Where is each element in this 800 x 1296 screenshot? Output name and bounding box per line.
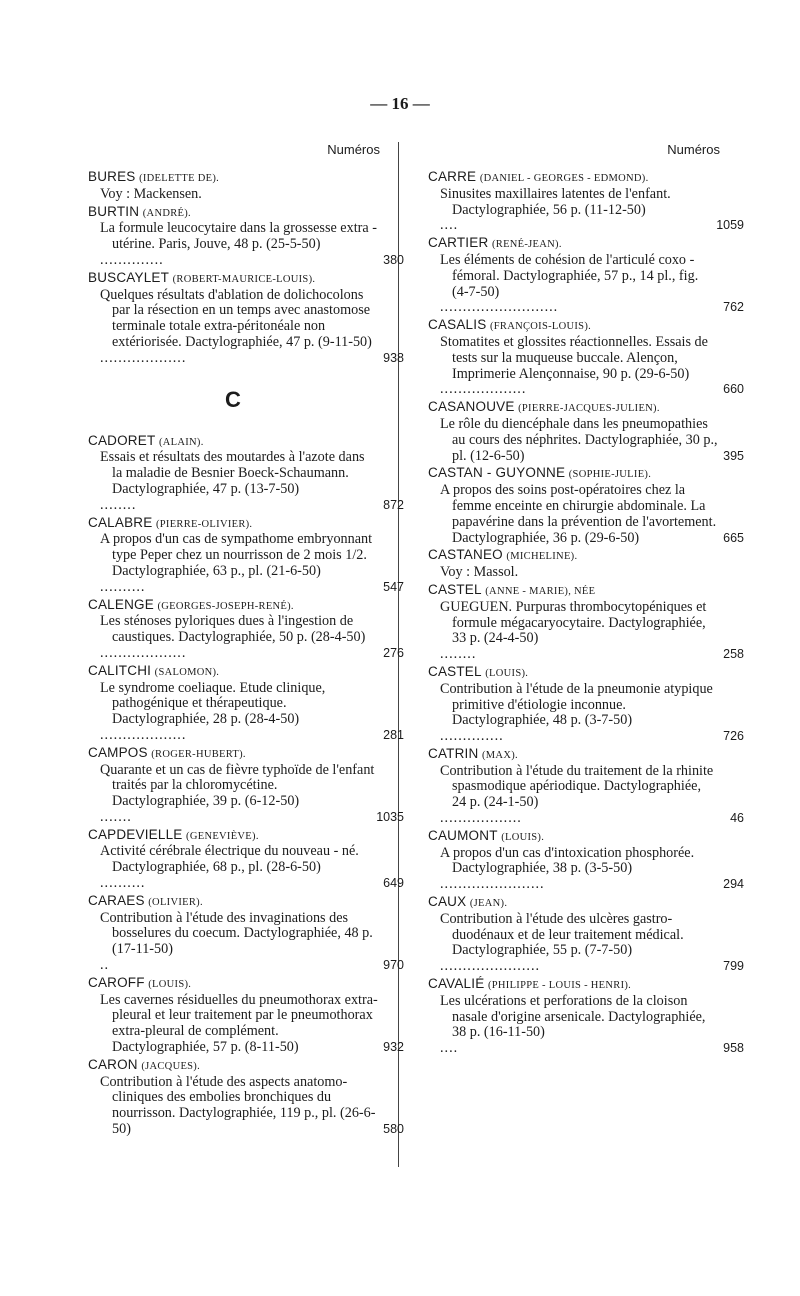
right-column [428,142,744,1058]
entry-author-name: BURTIN [88,203,140,219]
bibliography-entry [428,169,744,234]
entry-given-names: (DANIEL - GEORGES - EDMOND). [479,173,649,184]
entry-text [428,976,718,1057]
entry-author-name: CALABRE [88,514,153,530]
bibliography-entry [88,169,378,203]
entry-given-names: (LOUIS). [501,831,545,843]
entry-description: Voy : Massol. [440,564,519,581]
entry-leader-dots: .......................... [440,299,559,316]
entry-author-name: CASTANEO [428,547,503,563]
entry-author-name: CARTIER [428,235,489,251]
entry-text [428,664,718,745]
entry-text [88,893,378,974]
entry-author-name: CAMPOS [88,744,148,760]
entry-number: 294 [723,877,744,892]
bibliography-entry [88,269,404,367]
entry-given-names: (LOUIS). [148,978,192,990]
entry-leader-dots: .... [440,1040,459,1057]
entry-description: Contribution à l'étude des ulcères gastro-duodénaux et de leur traitement médical. Dactylographiée, 55 p. (7-7-50) [440,910,684,959]
bibliography-entry [88,744,404,826]
entry-leader-dots: ........ [440,646,477,663]
entry-given-names: (SOPHIE-JULIE). [568,469,652,481]
entry-description: Sinusites maxillaires latentes de l'enfant. Dactylographiée, 56 p. (11-12-50) [440,185,671,218]
entry-description: Activité cérébrale électrique du nouveau - né. Dactylographiée, 68 p., pl. (28-6-50) [100,843,359,876]
entry-description: Les sténoses pyloriques dues à l'ingestion de caustiques. Dactylographiée, 50 p. (28-4-50) [100,613,366,646]
entry-text [88,745,378,826]
entry-description: Contribution à l'étude du traitement de la rhinite spasmodique apériodique. Dactylographiée, 24 p. (24-1-50) [440,762,714,811]
entry-number: 258 [723,647,744,662]
entry-text [88,597,378,662]
entry-description: Stomatites et glossites réactionnelles. Essais de tests sur la muqueuse buccale. Alençon, Imprimerie Alençonnaise, 90 p. (29-6-50) [440,333,708,382]
entry-number: 276 [383,645,404,660]
entry-given-names: (JACQUES). [141,1060,201,1072]
entry-given-names: (OLIVIER). [148,896,203,908]
entry-given-names: (GENEVIÈVE). [186,830,259,842]
entry-author-name: CAROFF [88,974,145,990]
entry-text [88,975,378,1056]
entry-number: 932 [383,1040,404,1055]
entry-text [88,204,378,269]
entry-given-names: (PHILIPPE - LOUIS - HENRI). [487,980,632,992]
bibliography-entry [428,465,744,546]
bibliography-entry [88,596,404,662]
entry-leader-dots: ........ [100,496,137,513]
entry-text [88,270,378,367]
bibliography-entry [88,662,404,744]
bibliography-entry [428,976,744,1057]
entry-given-names: (MICHELINE). [506,551,578,563]
bibliography-entry [88,514,404,596]
entry-author-name: CASALIS [428,317,487,333]
entry-number: 726 [723,729,744,744]
entry-text [428,399,718,464]
entry-leader-dots: .................. [440,810,522,827]
entry-number: 958 [723,1041,744,1056]
entry-description: Essais et résultats des moutardes à l'azote dans la maladie de Besnier Boeck-Schaumann. Dactylographiée, 47 p. (13-7-50) [100,449,365,497]
entry-number: 380 [383,252,404,267]
bibliography-entry [428,547,718,581]
entry-author-name: CAUMONT [428,827,498,843]
entry-text [88,515,378,596]
entry-number: 1059 [716,218,744,233]
entry-leader-dots: ................... [100,349,187,366]
entry-description: A propos d'un cas d'intoxication phosphorée. Dactylographiée, 38 p. (3-5-50) [440,844,695,877]
entry-description: Voy : Mackensen. [100,185,202,202]
entry-description: A propos des soins post-opératoires chez la femme enceinte en chirurgie abdominale. La papavérine dans la prévention de l'avortement. Dactylographiée, 36 p. (29-6-50) [440,482,717,546]
entry-description: Les cavernes résiduelles du pneumothorax extra-pleural et leur traitement par le pneumothorax extra-pleural de complément. Dactylographiée, 57 p. (8-11-50) [100,991,378,1056]
entry-author-name: CARON [88,1056,138,1072]
entry-leader-dots: ................... [100,644,187,661]
entry-description: Les ulcérations et perforations de la cloison nasale d'origine arsenicale. Dactylographiée, 38 p. (16-11-50) [440,992,706,1041]
entry-given-names: (JEAN). [469,898,508,910]
entry-leader-dots: .......... [100,578,146,595]
entry-description: Les éléments de cohésion de l'articulé coxo - fémoral. Dactylographiée, 57 p., 14 pl., fig. (4-7-50) [440,251,699,300]
bibliography-entry [428,663,744,745]
entry-text [428,746,718,827]
entry-given-names: (RENÉ-JEAN). [491,239,562,251]
entry-description: Quelques résultats d'ablation de dolichocolons par la résection en un temps avec anastomose terminale totale extra-péritonéale non extériorisée. Dactylographiée, 47 p. (9-11-50) [100,286,372,350]
bibliography-entry [88,826,404,892]
bibliography-entry [428,581,744,663]
entry-text [428,169,718,234]
entry-description: Contribution à l'étude de la pneumonie atypique primitive d'étiologie inconnue. Dactylographiée, 48 p. (3-7-50) [440,680,713,729]
entry-number: 395 [723,448,744,463]
entry-author-name: CASTAN - GUYONNE [428,465,566,481]
section-letter: C [225,386,241,412]
entry-given-names: (FRANÇOIS-LOUIS). [489,321,592,333]
entry-number: 970 [383,958,404,973]
right-column-header: Numéros [667,142,720,157]
bibliography-entry [88,1056,404,1138]
entry-text [88,663,378,744]
entry-author-name: CADORET [88,432,156,448]
bibliography-entry [428,399,744,464]
bibliography-entry [428,235,744,316]
entry-description: A propos d'un cas de sympathome embryonnant type Peper chez un nourrisson de 2 mois 1/2. Dactylographiée, 63 p., pl. (21-6-50) [100,531,373,579]
entry-author-name: CASTEL [428,581,482,597]
entry-author-name: CAPDEVIELLE [88,826,183,842]
entry-leader-dots: ................... [440,381,527,398]
entry-text [88,433,378,514]
entry-leader-dots: ...................... [440,958,541,975]
entry-text [428,317,718,398]
entry-leader-dots: .... [440,217,459,234]
entry-text [88,169,378,203]
entry-given-names: (SALOMON). [154,666,220,678]
entry-description: Contribution à l'étude des aspects anatomo-cliniques des embolies bronchiques du nourrisson. Dactylographiée, 119 p., pl. (26-6-50) [100,1073,376,1138]
entry-given-names: (LOUIS). [485,667,529,679]
entry-author-name: BURES [88,169,136,184]
entry-author-name: BUSCAYLET [88,269,170,285]
entry-author-name: CARRE [428,169,477,184]
right-entries [428,169,744,1057]
entry-number: 660 [723,382,744,397]
entry-leader-dots: ....... [100,808,132,825]
entry-text [428,828,718,893]
entry-author-name: CASANOUVE [428,399,515,415]
entry-author-name: CASTEL [428,663,482,679]
bibliography-entry [88,432,404,514]
bibliography-entry [428,827,744,893]
entry-given-names: (ANNE - MARIE), NÉE [485,585,596,597]
entry-leader-dots: .............. [440,728,504,745]
entry-number: 580 [383,1122,404,1137]
entry-text [88,827,378,892]
entry-description: GUEGUEN. Purpuras thrombocytopéniques et formule mégacaryocytaire. Dactylographiée, 33 p. (24-4-50) [440,598,707,647]
bibliography-entry [428,894,744,975]
entry-leader-dots: .............. [100,251,164,268]
entry-author-name: CALENGE [88,596,154,612]
entry-description: Contribution à l'étude des invaginations des bosselures du coecum. Dactylographiée, 48 p. (17-11-50) [100,909,373,958]
entry-number: 938 [383,350,404,365]
entry-number: 46 [730,811,744,826]
entry-given-names: (IDELETTE DE). [139,173,220,184]
entry-given-names: (ROGER-HUBERT). [151,748,246,760]
entry-author-name: CARAES [88,892,145,908]
left-entries-after [88,432,404,1138]
entry-number: 872 [383,497,404,512]
entry-leader-dots: .. [100,957,110,974]
entry-number: 799 [723,959,744,974]
entry-description: Le rôle du diencéphale dans les pneumopathies au cours des néphrites. Dactylographiée, 30 p., pl. (12-6-50) [440,415,718,464]
bibliography-entry [88,892,404,974]
entry-given-names: (ROBERT-MAURICE-LOUIS). [172,273,316,285]
entry-number: 649 [383,876,404,891]
entry-author-name: CALITCHI [88,662,152,678]
left-entries-before [88,169,404,367]
entry-given-names: (PIERRE-OLIVIER). [155,518,253,530]
bibliography-entry [88,203,404,269]
bibliography-entry [428,317,744,398]
entry-text [428,235,718,316]
entry-given-names: (GEORGES-JOSEPH-RENÉ). [157,600,294,612]
entry-author-name: CAVALIÉ [428,976,485,992]
left-column-header: Numéros [327,142,380,157]
entry-text [88,1057,378,1138]
entry-given-names: (ANDRÉ). [142,207,191,219]
entry-number: 547 [383,579,404,594]
entry-author-name: CAUX [428,894,467,910]
entry-description: Le syndrome coeliaque. Etude clinique, pathogénique et thérapeutique. Dactylographiée, 28 p. (28-4-50) [100,679,326,728]
entry-description: La formule leucocytaire dans la grossesse extra - utérine. Paris, Jouve, 48 p. (25-5-50) [100,220,377,253]
entry-leader-dots: ................... [100,726,187,743]
entry-leader-dots: .......... [100,875,146,892]
page-number: — 16 — [370,94,430,113]
bibliography-entry [88,974,404,1056]
entry-description: Quarante et un cas de fièvre typhoïde de l'enfant traités par la chloromycétine. Dactylographiée, 39 p. (6-12-50) [100,761,375,810]
entry-given-names: (MAX). [482,749,518,761]
bibliography-entry [428,745,744,827]
entry-number: 281 [383,727,404,742]
entry-given-names: (PIERRE-JACQUES-JULIEN). [518,403,660,415]
entry-number: 665 [723,530,744,545]
entry-author-name: CATRIN [428,745,479,761]
entry-text [428,894,718,975]
entry-text [428,465,718,546]
entry-number: 1035 [376,809,404,824]
entry-leader-dots: ....................... [440,876,545,893]
left-column [88,142,404,1139]
entry-text [428,582,718,663]
entry-text [428,547,718,581]
entry-number: 762 [723,300,744,315]
entry-given-names: (ALAIN). [158,436,204,448]
